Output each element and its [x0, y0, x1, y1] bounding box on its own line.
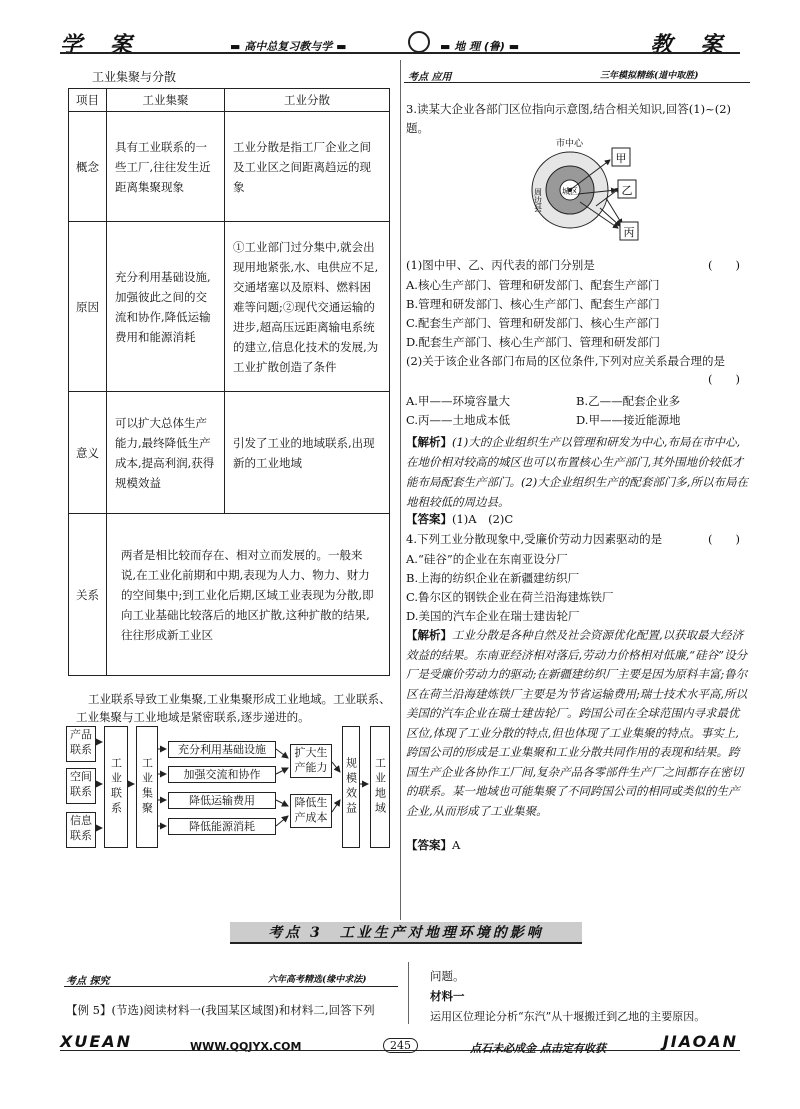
footer-slogan: 点石未必成金 点击定有收获	[470, 1042, 606, 1055]
option: B.乙——配套企业多	[576, 394, 681, 408]
option: A.“硅谷”的企业在东南亚设分厂	[406, 552, 568, 566]
flow-product-link: 产品联系	[66, 726, 96, 762]
table-cell: 充分利用基础设施,加强彼此之间的交流和协作,降低运输费用和能源消耗	[107, 222, 225, 392]
q3-analysis	[406, 432, 750, 512]
answer-text: (1)A (2)C	[452, 512, 514, 526]
table-title: 工业集聚与分散	[92, 70, 177, 84]
q3-stem: 3.读某大企业各部门区位指向示意图,结合相关知识,回答(1)~(2)题。	[406, 102, 731, 135]
table-cell: 具有工业联系的一些工厂,往往发生近距离集聚现象	[107, 112, 225, 222]
answer-paren: ( )	[708, 372, 740, 386]
flow-spatial-link: 空间联系	[66, 768, 96, 804]
q4-stem: 4.下列工业分散现象中,受廉价劳动力因素驱动的是	[406, 532, 663, 546]
section-tag-gaokao: 六年高考精选(缘中求法)	[268, 975, 367, 985]
kaodian-3-banner: 考点 3 工业生产对地理环境的影响	[230, 922, 582, 944]
label-suburb: 周边县	[533, 188, 543, 212]
label-jia: 甲	[615, 152, 627, 165]
enterprise-location-diagram	[520, 136, 670, 248]
flow-effect-capacity: 扩大生产能力	[290, 744, 332, 778]
row-label: 原因	[69, 222, 107, 392]
table-header: 工业集聚	[107, 89, 225, 112]
option: C.丙——土地成本低	[406, 413, 511, 427]
option: A.甲——环境容量大	[406, 394, 510, 408]
analysis-text: 工业分散是各种自然及社会资源优化配置,以获取最大经济效益的结果。东南亚经济相对落后,劳动力价格相对低廉,“硅谷”设分厂是受廉价劳动力的驱动;在新疆建纺织厂主要是因为原料丰富;鲁尔区在荷兰沿海建炼铁厂主要是为节省运输费用;瑞士技术水平高,所以美国的汽车企业在瑞士建齿轮厂。跨国公司在全球范围内寻求最优区位,体现了工业分散的特点,但也体现了工业集聚的特点。事实上,跨国公司的形成是工业集聚和工业分散共同作用的表现和结果。跨国生产企业各协作工厂间,复杂产品各零部件生产厂之间都存在密切的联系。某一地域也可能集聚了不同跨国公司的相同或类似的生产企业,从而形成了工业集聚。	[406, 628, 748, 818]
footer-rule	[60, 1050, 740, 1051]
option: A.核心生产部门、管理和研发部门、配套生产部门	[406, 278, 660, 292]
footer-right-brand: JIAOAN	[662, 1032, 738, 1051]
q3-1-stem: (1)图中甲、乙、丙代表的部门分别是	[406, 258, 595, 272]
answer-label: 【答案】	[406, 512, 452, 526]
option: D.美国的汽车企业在瑞士建齿轮厂	[406, 609, 580, 623]
section-tag-explore: 考点 探究	[66, 976, 110, 987]
q4-analysis	[406, 626, 750, 821]
answer-label: 【答案】	[406, 838, 452, 852]
header-subject: ▬ 地 理 (鲁) ▬	[440, 40, 520, 53]
option: C.鲁尔区的钢铁企业在荷兰沿海建炼铁厂	[406, 590, 614, 604]
flow-benefit: 充分利用基础设施	[168, 741, 276, 758]
analysis-text: (1)大的企业组织生产以管理和研发为中心,布局在市中心,在地价相对较高的城区也可以布置核心生产部门,其外围地价较低才能布局配套生产部门。(2)大企业组织生产的配套部门多,所以布局在地租较低的周边县。	[406, 435, 748, 509]
option: B.管理和研发部门、核心生产部门、配套生产部门	[406, 297, 660, 311]
example-5: 【例 5】(节选)阅读材料一(我国某区域图)和材料二,回答下列	[66, 1003, 375, 1017]
subject-name: 地 理 (鲁)	[454, 40, 505, 53]
analysis-label: 【解析】	[406, 628, 452, 642]
row-label: 意义	[69, 392, 107, 514]
q3-answer	[406, 510, 750, 529]
bottom-divider	[408, 962, 411, 1024]
row-label: 概念	[69, 112, 107, 222]
header-right-title: 教 案	[650, 33, 732, 58]
label-city-center: 市中心	[556, 139, 584, 149]
answer-paren: ( )	[708, 258, 740, 272]
answer-paren: ( )	[708, 532, 740, 546]
flow-benefit: 降低能源消耗	[168, 818, 276, 835]
label-bing: 丙	[623, 226, 635, 239]
footer-left-brand: XUEAN	[60, 1032, 133, 1051]
question-text: 问题。	[430, 969, 465, 983]
flow-benefit: 加强交流和协作	[168, 766, 276, 783]
flow-industrial-link: 工业联系	[104, 726, 128, 848]
flow-effect-cost: 降低生产成本	[290, 794, 332, 828]
bottom-rule	[64, 986, 398, 987]
option: B.上海的纺织企业在新疆建纺织厂	[406, 571, 580, 585]
section-tag-right: 三年模拟精练(道中取胜)	[600, 71, 699, 81]
relation-paragraph: 工业联系导致工业集聚,工业集聚形成工业地域。工业联系、工业集聚与工业地域是紧密联系,逐步递进的。	[76, 692, 391, 724]
row-label: 关系	[69, 514, 107, 676]
flow-scale-benefit: 规模效益	[342, 726, 360, 848]
option: D.配套生产部门、核心生产部门、管理和研发部门	[406, 335, 660, 349]
table-header: 项目	[69, 89, 107, 112]
flow-info-link: 信息联系	[66, 812, 96, 848]
table-header: 工业分散	[225, 89, 390, 112]
table-cell: 工业分散是指工厂企业之间及工业区之间距离趋远的现象	[225, 112, 390, 222]
material-text: 运用区位理论分析“东汽”从十堰搬迁到乙地的主要原因。	[430, 1010, 706, 1023]
material-label: 材料一	[430, 989, 465, 1003]
table-cell: 可以扩大总体生产能力,最终降低生产成本,提高利润,获得规模效益	[107, 392, 225, 514]
q4-stem-row	[406, 530, 750, 549]
flow-cluster: 工业集聚	[136, 726, 158, 848]
header-left-title: 学 案	[60, 33, 142, 58]
answer-text: A	[452, 838, 461, 852]
table-cell: 两者是相比较而存在、相对立而发展的。一般来说,在工业化前期和中期,表现为人力、物力、财力的空间集中;到工业化后期,区域工业表现为分散,即向工业基础比较落后的地区扩散,这种扩散的结果,往往形成新工业区	[107, 514, 390, 676]
header-book-title: ▬ 高中总复习教与学 ▬	[230, 40, 347, 53]
q3-2-stem: (2)关于该企业各部门布局的区位条件,下列对应关系最合理的是	[406, 354, 725, 368]
flow-industrial-region: 工业地域	[370, 726, 390, 848]
section-tag-apply: 考点 应用	[408, 72, 452, 83]
table-cell: 引发了工业的地域联系,出现新的工业地域	[225, 392, 390, 514]
option: D.甲——接近能源地	[576, 413, 681, 427]
label-yi: 乙	[621, 184, 633, 197]
analysis-label: 【解析】	[406, 435, 452, 449]
table-cell: ①工业部门过分集中,就会出现用地紧张,水、电供应不足,交通堵塞以及原料、燃料困难等问题;②现代交通运输的进步,超高压远距离输电系统的建立,信息化技术的发展,为工业扩散创造了条件	[225, 222, 390, 392]
book-name: 高中总复习教与学	[244, 40, 333, 53]
option: C.配套生产部门、管理和研发部门、核心生产部门	[406, 316, 660, 330]
footer-url: WWW.QQJYX.COM	[190, 1040, 302, 1053]
section-rule	[404, 82, 750, 83]
flow-benefit: 降低运输费用	[168, 792, 276, 809]
page-number: 245	[383, 1038, 418, 1053]
label-urban: 城区	[562, 187, 578, 196]
q4-answer	[406, 836, 750, 855]
q3-part1	[406, 256, 750, 275]
